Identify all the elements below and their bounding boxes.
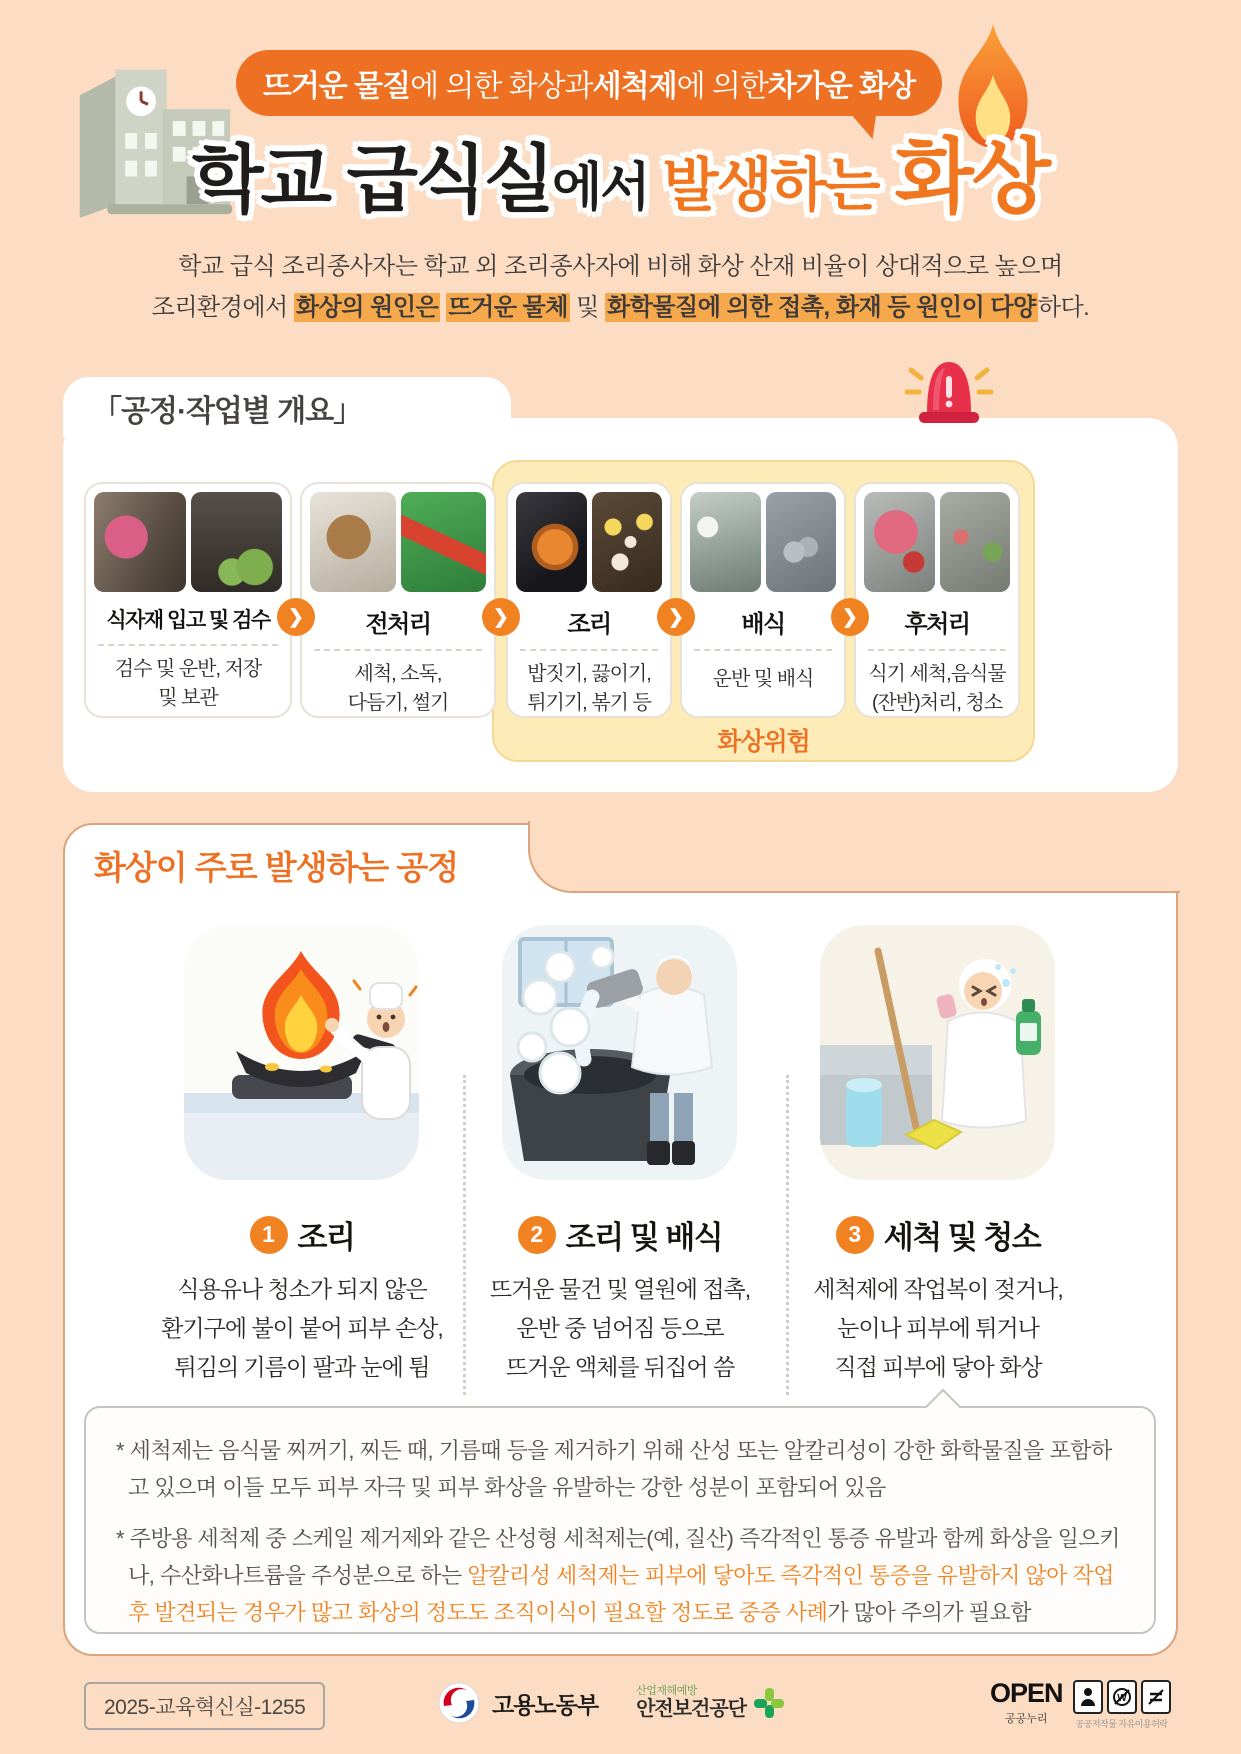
moel-label: 고용노동부 (492, 1691, 599, 1718)
step-photo (401, 492, 487, 592)
step-photos (864, 492, 1010, 592)
badge-text-5: 차가운 화상 (767, 70, 916, 103)
header-badge (236, 50, 942, 116)
kosha-clover-icon (752, 1686, 786, 1720)
open-license-mark (990, 1680, 1171, 1730)
step-photo (516, 492, 587, 592)
no-change-icon (1141, 1680, 1171, 1714)
step-photo (690, 492, 761, 592)
badge-text-2: 에 의한 화상과 (410, 70, 593, 103)
title-part-black-small: 에서 (551, 159, 649, 217)
step-photo (766, 492, 837, 592)
burn-risk-label: 화상위험 (717, 728, 810, 756)
nuri-label: 공공누리 (1005, 1713, 1048, 1725)
badge-text-3: 세척제 (592, 70, 677, 103)
badge-text-4: 에 의한 (676, 70, 768, 103)
burn-item-desc-3: 세척제에 작업복이 젖거나, 눈이나 피부에 튀거나 직접 피부에 닿아 화상 (813, 1276, 1063, 1380)
siren-icon (903, 348, 995, 428)
hot-liquid-pour-illustration (502, 925, 737, 1180)
step-desc: 식기 세척,음식물 (잔반)처리, 청소 (868, 663, 1006, 714)
title-part-orange-big: 화상 (894, 132, 1049, 223)
number-badge: 3 (836, 1216, 874, 1254)
step-title: 후처리 (904, 611, 970, 638)
number-badge: 2 (518, 1216, 556, 1254)
cooking-fire-illustration (184, 925, 419, 1180)
note-1: * 세척제는 음식물 찌꺼기, 찌든 때, 기름때 등을 제거하기 위해 산성 또는 알칼리성이 강한 화학물질을 포함하고 있으며 이들 모두 피부 자극 및 피부 화상을 유발하는 강한 성분이 포함되어 있음 (116, 1438, 1112, 1500)
burn-item-heading-1: 1 조리 (142, 1212, 462, 1257)
step-title: 조리 (567, 611, 611, 638)
page-title (0, 112, 1241, 229)
step-photo (864, 492, 935, 592)
nuri-sub-label: 공공저작물 자유이용허락 (1075, 1719, 1168, 1729)
burn-item-heading-2: 2 조리 및 배식 (460, 1212, 780, 1257)
kosha-label: 안전보건공단 (636, 1697, 747, 1720)
moel-logo-icon (438, 1682, 480, 1724)
title-part-orange: 발생하는 (662, 153, 879, 218)
arrow-right-icon: ❯ (831, 598, 869, 636)
notes-bubble (84, 1406, 1156, 1634)
step-photo (191, 492, 283, 592)
title-part-black: 학교 급식실 (191, 138, 552, 221)
step-photos (516, 492, 662, 592)
step-photo (940, 492, 1011, 592)
step-desc: 밥짓기, 끓이기, 튀기기, 볶기 등 (527, 663, 651, 714)
step-photo (94, 492, 186, 592)
step-photos (94, 492, 282, 592)
step-card-serving (680, 482, 846, 718)
burn-section-notch (528, 821, 1180, 893)
step-title: 전처리 (365, 611, 431, 638)
step-card-cleanup (854, 482, 1020, 718)
step-photo (592, 492, 663, 592)
step-card-receiving (84, 482, 292, 718)
divider (314, 649, 482, 651)
no-commercial-icon (1107, 1680, 1137, 1714)
divider (98, 644, 278, 646)
intro-line-1: 학교 급식 조리종사자는 학교 외 조리종사자에 비해 화상 산재 비율이 상대적으로 높으며 (178, 253, 1063, 280)
detergent-splash-illustration (820, 925, 1055, 1180)
step-desc: 운반 및 배식 (712, 668, 814, 690)
divider (694, 649, 832, 651)
note-2: * 주방용 세척제 중 스케일 제거제와 같은 산성형 세척제는(예, 질산) 즉각적인 통증 유발과 함께 화상을 일으키나, 수산화나트륨을 주성분으로 하는 알칼리성 세척제는 피부에 닿아도 즉각적인 통증을 유발하지 않아 작업 후 발견되는 경우가 많고 화상의 정도도 조직이식이 필요할 정도로 중증 사례가 많아 주의가 필요함 (116, 1526, 1120, 1625)
process-section-title: 「공정·작업별 개요」 (92, 395, 363, 428)
intro-text (0, 246, 1241, 328)
step-photo (310, 492, 396, 592)
burn-section-title: 화상이 주로 발생하는 공정 (94, 849, 459, 886)
burn-item-heading-3: 3 세척 및 청소 (778, 1212, 1098, 1257)
arrow-right-icon: ❯ (657, 598, 695, 636)
svg-text:W: W (1116, 1693, 1127, 1704)
intro-line-2: 조리환경에서 화상의 원인은 뜨거운 물체 및 화학물질에 의한 접촉, 화재 등 원인이 다양하다. (151, 294, 1090, 321)
divider (868, 649, 1006, 651)
arrow-right-icon: ❯ (277, 598, 315, 636)
step-desc: 검수 및 운반, 저장 및 보관 (114, 658, 262, 709)
step-photos (690, 492, 836, 592)
number-badge: 1 (250, 1216, 288, 1254)
step-photos (310, 492, 486, 592)
step-title: 식자재 입고 및 검수 (106, 609, 270, 632)
doc-number-box: 2025-교육혁신실-1255 (84, 1682, 325, 1730)
step-title: 배식 (741, 611, 785, 638)
step-desc: 세척, 소독, 다듬기, 썰기 (347, 663, 449, 714)
burn-item-desc-1: 식용유나 청소가 되지 않은 환기구에 불이 붙어 피부 손상, 튀김의 기름이 팔과 눈에 튐 (161, 1276, 443, 1380)
attribution-person-icon (1073, 1680, 1103, 1714)
kosha-small-label: 산업재해예방 (636, 1685, 697, 1698)
kosha-logo-group (636, 1685, 786, 1721)
step-card-prep (300, 482, 496, 718)
footer-gov-logos (438, 1682, 786, 1724)
arrow-right-icon: ❯ (482, 598, 520, 636)
badge-text-1: 뜨거운 물질 (262, 70, 411, 103)
open-label: OPEN (990, 1678, 1063, 1708)
step-card-cooking (506, 482, 672, 718)
burn-item-desc-2: 뜨거운 물건 및 열원에 접촉, 운반 중 넘어짐 등으로 뜨거운 액체를 뒤집어 씀 (489, 1276, 751, 1380)
divider (520, 649, 658, 651)
